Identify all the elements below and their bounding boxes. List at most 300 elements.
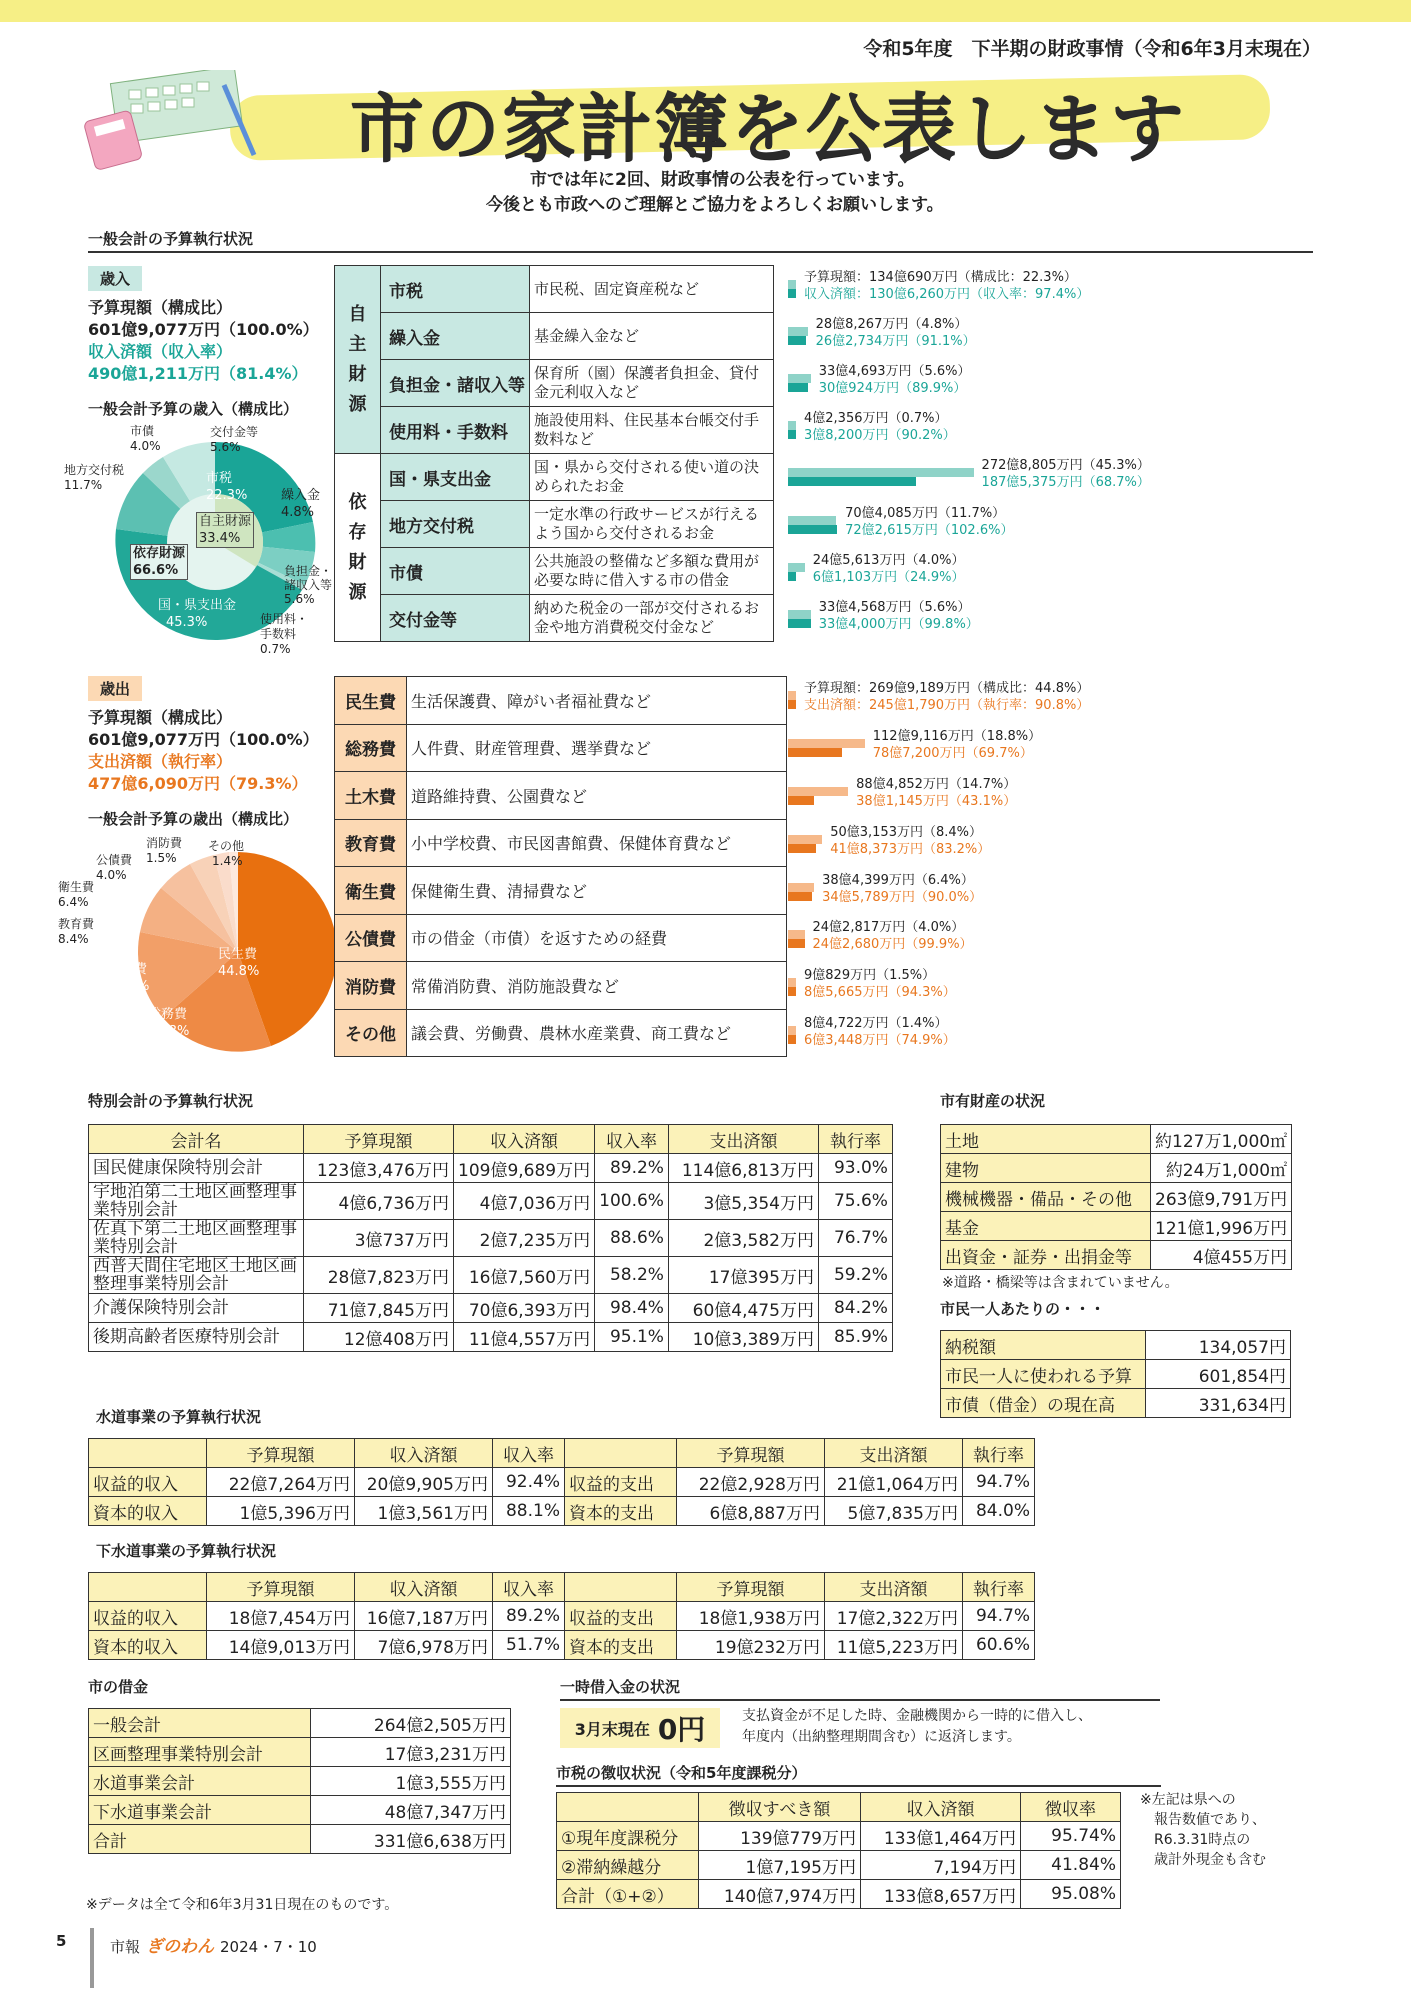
bar-label-budget: 70億4,085万円（11.7%）: [845, 505, 1006, 521]
pie-label-saisai-pct: 4.0%: [130, 439, 161, 453]
table-cell: 建物: [941, 1154, 1151, 1183]
table-cell: 市債（借金）の現在高: [941, 1389, 1146, 1418]
expenditure-row: [335, 819, 787, 867]
exp-pie-shobo-pct: 1.5%: [146, 851, 177, 865]
exp-pie-kyoiku-name: 教育費: [58, 917, 95, 931]
special-table: [88, 1124, 893, 1352]
bar-budget: [788, 468, 974, 477]
group-char: 主: [348, 333, 367, 355]
bar-budget: [788, 374, 811, 383]
revenue-row: [335, 360, 774, 407]
table-cell: 一般会計: [89, 1709, 311, 1738]
revenue-category: 市税: [381, 266, 530, 313]
table-row: [941, 1212, 1292, 1241]
table-cell: 1億7,195万円: [699, 1851, 861, 1880]
expenditure-category: 民生費: [335, 677, 407, 725]
table-cell: 89.2%: [493, 1602, 565, 1631]
expenditure-description: 人件費、財産管理費、選挙費など: [407, 724, 787, 772]
column-header: 徴収率: [1021, 1793, 1121, 1822]
table-cell: 89.2%: [595, 1154, 669, 1183]
table-cell: 下水道事業会計: [89, 1796, 311, 1825]
exp-summary-l3: 支出済額（執行率）: [88, 752, 233, 771]
temp-value-box: [560, 1708, 720, 1748]
table-cell: 95.08%: [1021, 1880, 1121, 1909]
exp-pie-label-somu: [148, 1006, 189, 1040]
revenue-row: [335, 313, 774, 360]
table-cell: 収益的支出: [565, 1468, 677, 1497]
exp-pie-doboku-name: 土木費: [108, 962, 148, 977]
table-row: [941, 1241, 1292, 1270]
pie-label-saisai-name: 市債: [130, 424, 155, 438]
expenditure-table: [334, 676, 787, 1057]
water-table: [88, 1438, 1035, 1526]
revenue-category: 繰入金: [381, 313, 530, 360]
bar-budget: [788, 421, 796, 430]
bar-label-budget: 272億8,805万円（45.3%）: [981, 458, 1150, 474]
bar-label-actual: 26億2,734万円（91.1%）: [815, 333, 976, 349]
property-table: [940, 1124, 1292, 1270]
exp-pie-label-shobo: [146, 836, 182, 866]
bar-actual: [788, 939, 805, 948]
bar-label-budget: 4億2,356万円（0.7%）: [804, 411, 948, 427]
temp-value: 0円: [657, 1713, 706, 1746]
pie-label-shiyo-pct: 0.7%: [260, 642, 291, 656]
table-cell: 22億2,928万円: [677, 1468, 825, 1497]
tax-note-3: R6.3.31時点の: [1154, 1832, 1251, 1848]
revenue-category: 国・県支出金: [381, 454, 530, 501]
bar-label-actual: 6億3,448万円（74.9%）: [804, 1033, 956, 1049]
bar-budget: [788, 787, 848, 796]
intro-line-2: 今後とも市政へのご理解とご協力をよろしくお願いします。: [486, 195, 944, 215]
exp-pie-minsei-pct: 44.8%: [218, 964, 260, 979]
footer-date: 2024・7・10: [220, 1938, 317, 1956]
bar-label-budget: 8億4,722万円（1.4%）: [804, 1016, 948, 1032]
exp-summary-l2: 601億9,077万円（100.0%）: [88, 730, 319, 749]
pie-label-kuni-name: 国・県支出金: [158, 598, 237, 613]
exp-pie-minsei-name: 民生費: [218, 947, 258, 962]
bar-label: [982, 457, 1150, 491]
bar-budget: [788, 691, 796, 700]
water-section-title: 水道事業の予算執行状況: [96, 1408, 262, 1426]
table-cell: ②滞納繰越分: [557, 1851, 699, 1880]
sewer-section-title: 下水道事業の予算執行状況: [96, 1542, 277, 1560]
bar-budget: [788, 280, 796, 289]
column-header: 支出済額: [668, 1125, 818, 1154]
column-header: [565, 1439, 677, 1468]
table-cell: 17億395万円: [668, 1257, 818, 1294]
table-cell: 納税額: [941, 1331, 1146, 1360]
bar-label: [816, 316, 976, 350]
exp-pie-title: 一般会計予算の歳出（構成比）: [88, 810, 299, 828]
bar-label-budget: 33億4,693万円（5.6%）: [818, 364, 971, 379]
table-cell: 98.4%: [595, 1294, 669, 1323]
bar-label-actual: 24億2,680万円（99.9%）: [812, 937, 973, 953]
pie-label-izon: [130, 544, 188, 580]
debt-section-title: 市の借金: [88, 1678, 149, 1696]
exp-pie-eisei-pct: 6.4%: [58, 895, 89, 909]
table-cell: 22億7,264万円: [207, 1468, 355, 1497]
table-cell: 21億1,064万円: [825, 1468, 963, 1497]
table-row: [557, 1880, 1121, 1909]
pie-label-jishu-name: 自主財源: [199, 514, 252, 529]
table-cell: 263億9,791万円: [1151, 1183, 1292, 1212]
bar-actual: [788, 1035, 796, 1044]
expenditure-category: その他: [335, 1009, 407, 1057]
table-cell: 18億1,938万円: [677, 1602, 825, 1631]
group-char: 源: [348, 581, 367, 603]
column-header: [89, 1573, 207, 1602]
exp-pie-eisei-name: 衛生費: [58, 880, 95, 894]
bar-budget: [788, 883, 814, 892]
table-cell: 16億7,560万円: [454, 1257, 595, 1294]
expenditure-row: [335, 867, 787, 915]
table-cell: 601,854円: [1146, 1360, 1291, 1389]
bar-label: [804, 269, 1089, 303]
tax-note-2: 報告数値であり、: [1154, 1812, 1266, 1828]
revenue-summary: [88, 297, 319, 385]
table-cell: 後期高齢者医療特別会計: [89, 1323, 304, 1352]
column-header: 収入率: [493, 1439, 565, 1468]
footer-magname: ぎのわん: [146, 1937, 215, 1957]
bar-label-actual: 支出済額：245億1,790万円（執行率：90.8%）: [804, 697, 1090, 713]
revenue-description: 一定水準の行政サービスが行えるよう国から交付されるお金: [530, 501, 774, 548]
expenditure-category: 消防費: [335, 962, 407, 1010]
table-row: [89, 1294, 893, 1323]
temp-label: 3月末現在: [574, 1719, 650, 1739]
table-cell: 宇地泊第二土地区画整理事業特別会計: [89, 1183, 304, 1220]
bar-label-budget: 24億5,613万円（4.0%）: [812, 552, 965, 568]
bar-actual: [788, 619, 811, 628]
table-cell: 合計: [89, 1825, 311, 1854]
revenue-summary-l2: 601億9,077万円（100.0%）: [88, 320, 319, 339]
table-cell: 93.0%: [818, 1154, 892, 1183]
bar-label: [822, 872, 982, 906]
table-row: [89, 1220, 893, 1257]
group-char: 財: [348, 551, 367, 573]
expenditure-description: 小中学校費、市民図書館費、保健体育費など: [407, 819, 787, 867]
tax-note-4: 歳計外現金も含む: [1154, 1852, 1266, 1868]
table-cell: 59.2%: [818, 1257, 892, 1294]
table-cell: 75.6%: [818, 1183, 892, 1220]
bar-label: [804, 410, 956, 444]
exp-pie-doboku-pct: 14.7%: [108, 979, 150, 994]
table-cell: 14億9,013万円: [207, 1631, 355, 1660]
table-row: [941, 1183, 1292, 1212]
bar-label-actual: 30億924万円（89.9%）: [818, 381, 967, 396]
table-cell: 6億8,887万円: [677, 1497, 825, 1526]
tax-table: [556, 1792, 1121, 1909]
exp-pie-somu-pct: 18.8%: [148, 1024, 190, 1039]
table-cell: 140億7,974万円: [699, 1880, 861, 1909]
table-cell: 17億2,322万円: [825, 1602, 963, 1631]
table-cell: 3億737万円: [304, 1220, 454, 1257]
expenditure-tag: 歳出: [88, 676, 142, 701]
exp-pie-label-sonota: [208, 839, 244, 869]
bar-budget: [788, 327, 808, 336]
pie-label-shizei: [206, 470, 247, 504]
table-cell: 5億7,835万円: [825, 1497, 963, 1526]
pie-label-futan-name2: 諸収入等: [284, 578, 333, 592]
table-row: [941, 1154, 1292, 1183]
table-cell: 3億5,354万円: [668, 1183, 818, 1220]
expenditure-category: 土木費: [335, 772, 407, 820]
pie-label-shiyo-name: 使用料・: [260, 612, 309, 626]
table-cell: 1億3,555万円: [311, 1767, 511, 1796]
table-row: [89, 1468, 1035, 1497]
table-cell: 2億7,235万円: [454, 1220, 595, 1257]
revenue-row: [335, 454, 774, 501]
table-cell: 51.7%: [493, 1631, 565, 1660]
expenditure-description: 常備消防費、消防施設費など: [407, 962, 787, 1010]
table-row: [89, 1602, 1035, 1631]
calculator-icon: [84, 70, 264, 170]
bar-budget: [788, 563, 805, 572]
bar-label-actual: 78億7,200万円（69.7%）: [872, 745, 1033, 761]
table-cell: 機械機器・備品・その他: [941, 1183, 1151, 1212]
bar-label: [845, 505, 1013, 539]
revenue-table: [334, 265, 774, 642]
table-cell: 資本的収入: [89, 1497, 207, 1526]
bar-label-actual: 8億5,665万円（94.3%）: [804, 985, 956, 1001]
general-section-title: 一般会計の予算執行状況: [88, 228, 1313, 253]
column-header: 収入率: [595, 1125, 669, 1154]
bar-label-actual: 6億1,103万円（24.9%）: [812, 569, 965, 585]
expenditure-row: [335, 677, 787, 725]
exp-pie-sonota-name: その他: [208, 839, 245, 853]
table-cell: 約127万1,000㎡: [1151, 1125, 1292, 1154]
table-cell: 12億408万円: [304, 1323, 454, 1352]
table-cell: 7,194万円: [861, 1851, 1021, 1880]
table-row: [89, 1738, 511, 1767]
table-row: [89, 1257, 893, 1294]
bar-actual: [788, 892, 812, 901]
table-cell: 佐真下第二土地区画整理事業特別会計: [89, 1220, 304, 1257]
table-cell: 4億6,736万円: [304, 1183, 454, 1220]
table-cell: 92.4%: [493, 1468, 565, 1497]
column-header: 予算現額: [207, 1573, 355, 1602]
table-cell: 88.1%: [493, 1497, 565, 1526]
pie-label-chiho-pct: 11.7%: [64, 478, 103, 492]
table-cell: 331,634円: [1146, 1389, 1291, 1418]
bar-actual: [788, 336, 806, 345]
expenditure-row: [335, 962, 787, 1010]
bar-label-budget: 予算現額：269億9,189万円（構成比：44.8%）: [804, 680, 1090, 696]
table-cell: 133億1,464万円: [861, 1822, 1021, 1851]
tax-note: [1140, 1790, 1266, 1870]
table-row: [941, 1125, 1292, 1154]
table-cell: 133億8,657万円: [861, 1880, 1021, 1909]
revenue-description: 国・県から交付される使い道の決められたお金: [530, 454, 774, 501]
footer-mag: 市報: [110, 1938, 141, 1956]
table-cell: 区画整理事業特別会計: [89, 1738, 311, 1767]
expenditure-description: 保健衛生費、清掃費など: [407, 867, 787, 915]
bar-label: [830, 824, 990, 858]
pie-label-izon-pct: 66.6%: [133, 563, 179, 578]
expenditure-row: [335, 772, 787, 820]
bar-label-actual: 187億5,375万円（68.7%）: [981, 475, 1150, 491]
table-cell: 4億455万円: [1151, 1241, 1292, 1270]
pie-label-chiho-name: 地方交付税: [64, 463, 125, 477]
exp-pie-label-kyoiku: [58, 917, 94, 947]
column-header: 予算現額: [677, 1573, 825, 1602]
revenue-tag: 歳入: [88, 266, 142, 291]
bar-budget: [788, 978, 796, 987]
pie-label-kuri: [281, 487, 320, 521]
table-cell: 18億7,454万円: [207, 1602, 355, 1631]
bar-actual: [788, 525, 837, 534]
table-cell: 収益的収入: [89, 1468, 207, 1497]
bar-label: [873, 728, 1041, 762]
table-row: [89, 1825, 511, 1854]
exp-pie-label-kosai: [96, 853, 132, 883]
bar-label-budget: 予算現額：134億690万円（構成比：22.3%）: [804, 269, 1077, 285]
table-cell: 139億779万円: [699, 1822, 861, 1851]
expenditure-description: 道路維持費、公園費など: [407, 772, 787, 820]
bar-label-actual: 38億1,145万円（43.1%）: [856, 793, 1017, 809]
table-row: [941, 1331, 1291, 1360]
bar-label-budget: 38億4,399万円（6.4%）: [822, 872, 974, 888]
table-cell: 123億3,476万円: [304, 1154, 454, 1183]
column-header: 予算現額: [677, 1439, 825, 1468]
revenue-pie-title: 一般会計予算の歳入（構成比）: [88, 400, 299, 418]
table-cell: 95.1%: [595, 1323, 669, 1352]
column-header: 収入済額: [861, 1793, 1021, 1822]
temp-desc-1: 支払資金が不足した時、金融機関から一時的に借入し、: [742, 1708, 1092, 1724]
table-cell: 1億3,561万円: [355, 1497, 493, 1526]
table-row: [89, 1154, 893, 1183]
exp-pie-label-minsei: [218, 946, 259, 980]
expenditure-category: 総務費: [335, 724, 407, 772]
bar-budget: [788, 739, 865, 748]
table-cell: 約24万1,000㎡: [1151, 1154, 1292, 1183]
table-row: [941, 1389, 1291, 1418]
expenditure-row: [335, 724, 787, 772]
bar-actual: [788, 289, 796, 298]
column-header: [565, 1573, 677, 1602]
bar-label: [856, 776, 1016, 810]
group-char: 財: [348, 363, 367, 385]
table-row: [89, 1323, 893, 1352]
special-section-title: 特別会計の予算執行状況: [88, 1092, 254, 1110]
table-cell: 94.7%: [963, 1602, 1035, 1631]
bar-actual: [788, 844, 816, 853]
revenue-description: 納めた税金の一部が交付されるお金や地方消費税交付金など: [530, 595, 774, 642]
column-header: [557, 1793, 699, 1822]
revenue-summary-l4: 490億1,211万円（81.4%）: [88, 364, 308, 383]
bar-label-budget: 9億829万円（1.5%）: [804, 968, 936, 984]
pie-label-futan-pct: 5.6%: [284, 592, 315, 606]
revenue-row: [335, 595, 774, 642]
table-cell: ①現年度課税分: [557, 1822, 699, 1851]
column-header: 予算現額: [304, 1125, 454, 1154]
expenditure-row: [335, 914, 787, 962]
table-cell: 88.6%: [595, 1220, 669, 1257]
table-row: [557, 1822, 1121, 1851]
table-cell: 70億6,393万円: [454, 1294, 595, 1323]
table-cell: 資本的支出: [565, 1497, 677, 1526]
table-row: [941, 1360, 1291, 1389]
footer-masthead: [110, 1932, 317, 1957]
table-cell: 収益的収入: [89, 1602, 207, 1631]
table-cell: 収益的支出: [565, 1602, 677, 1631]
exp-pie-kosai-name: 公債費: [96, 853, 133, 867]
column-header: 執行率: [963, 1439, 1035, 1468]
table-cell: 121億1,996万円: [1151, 1212, 1292, 1241]
intro-line-1: 市では年に2回、財政事情の公表を行っています。: [530, 170, 915, 190]
revenue-summary-l1: 予算現額（構成比）: [88, 298, 233, 317]
table-row: [89, 1767, 511, 1796]
group-izon: [335, 454, 381, 642]
group-jishu: [335, 266, 381, 454]
column-header: 会計名: [89, 1125, 304, 1154]
bar-label: [819, 363, 971, 397]
table-cell: 109億9,689万円: [454, 1154, 595, 1183]
table-cell: 20億9,905万円: [355, 1468, 493, 1497]
top-bar: [0, 0, 1411, 22]
table-cell: 71億7,845万円: [304, 1294, 454, 1323]
table-cell: 84.2%: [818, 1294, 892, 1323]
revenue-row: [335, 266, 774, 313]
table-cell: 水道事業会計: [89, 1767, 311, 1796]
expenditure-summary: [88, 707, 319, 795]
table-cell: 10億3,389万円: [668, 1323, 818, 1352]
bar-actual: [788, 572, 796, 581]
period-label: 令和5年度 下半期の財政事情（令和6年3月末現在）: [863, 38, 1321, 60]
pie-label-jishu: [196, 512, 254, 548]
table-cell: 19億232万円: [677, 1631, 825, 1660]
pie-label-shizei-pct: 22.3%: [206, 488, 248, 503]
revenue-row: [335, 501, 774, 548]
bar-budget: [788, 516, 836, 525]
bar-label-actual: 72億2,615万円（102.6%）: [845, 522, 1014, 538]
bar-budget: [788, 835, 822, 844]
pie-label-kuni-pct: 45.3%: [166, 615, 208, 630]
bar-label: [813, 919, 973, 953]
table-cell: 資本的支出: [565, 1631, 677, 1660]
group-char: 存: [348, 521, 367, 543]
bar-actual: [788, 700, 796, 709]
table-cell: 28億7,823万円: [304, 1257, 454, 1294]
bar-actual: [788, 796, 814, 805]
table-cell: 76.7%: [818, 1220, 892, 1257]
bar-label: [819, 599, 979, 633]
exp-pie-kosai-pct: 4.0%: [96, 868, 127, 882]
percap-section-title: 市民一人あたりの・・・: [940, 1300, 1106, 1318]
exp-pie-label-doboku: [108, 961, 149, 995]
page-number: 5: [56, 1932, 67, 1950]
expenditure-description: 生活保護費、障がい者福祉費など: [407, 677, 787, 725]
tax-section-title: 市税の徴収状況（令和5年度課税分）: [556, 1762, 1161, 1787]
column-header: 徴収すべき額: [699, 1793, 861, 1822]
pie-label-jishu-pct: 33.4%: [199, 531, 241, 546]
exp-pie-shobo-name: 消防費: [146, 836, 183, 850]
table-row: [89, 1183, 893, 1220]
temp-section-title: 一時借入金の状況: [560, 1676, 1160, 1701]
table-row: [89, 1497, 1035, 1526]
table-cell: 94.7%: [963, 1468, 1035, 1497]
temp-desc: [742, 1706, 1092, 1748]
bar-budget: [788, 610, 811, 619]
percap-table: [940, 1330, 1291, 1418]
pie-label-kuni: [158, 597, 236, 631]
bar-label: [804, 967, 956, 1001]
revenue-description: 市民税、固定資産税など: [530, 266, 774, 313]
revenue-category: 市債: [381, 548, 530, 595]
pie-label-kofu: [210, 425, 258, 455]
table-cell: 60.6%: [963, 1631, 1035, 1660]
column-header: [89, 1439, 207, 1468]
pie-label-futan-name: 負担金・: [284, 564, 333, 578]
